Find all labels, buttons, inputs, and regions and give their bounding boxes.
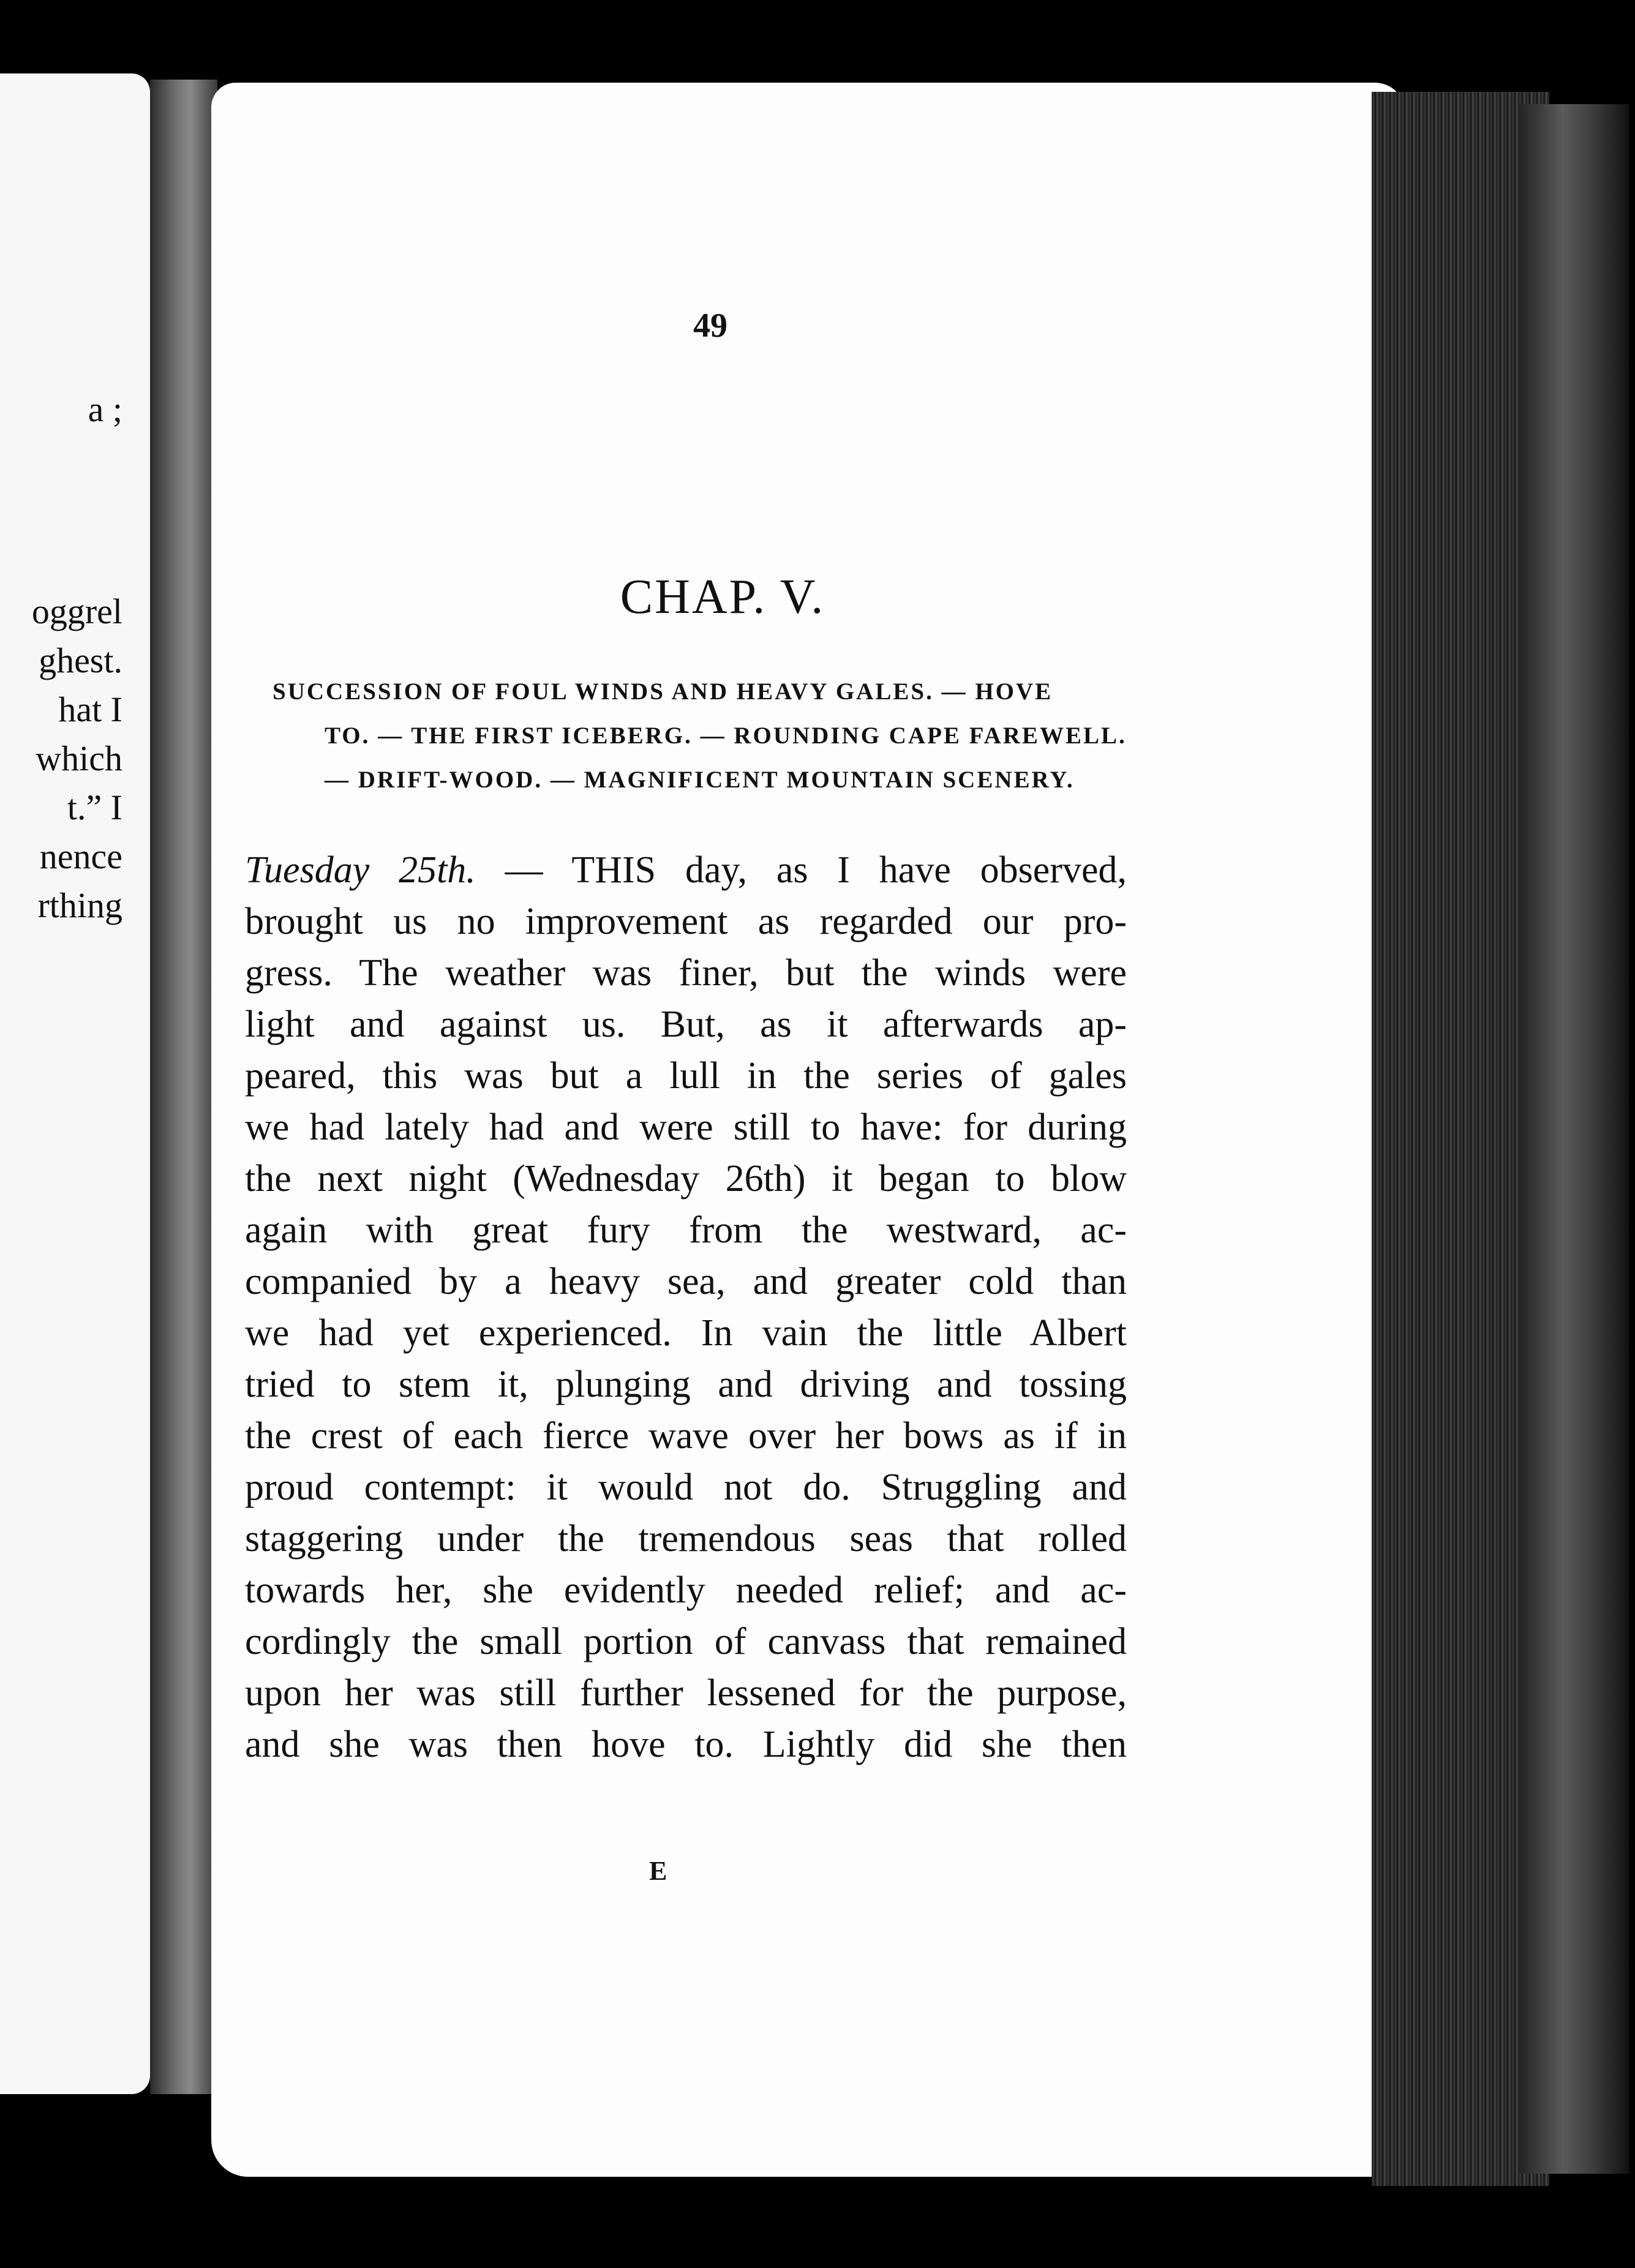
left-fragment: ghest. <box>39 640 122 680</box>
date-heading: Tuesday 25th. <box>245 849 476 891</box>
left-fragment: oggrel <box>31 591 122 631</box>
body-line: cordingly the small portion of canvass that remained <box>245 1621 1127 1662</box>
left-fragment: rthing <box>37 885 122 925</box>
book-cover-edge <box>1519 104 1629 2174</box>
body-line: staggering under the tremendous seas that rolled <box>245 1518 1127 1560</box>
body-line: companied by a heavy sea, and greater cold than <box>245 1261 1127 1302</box>
first-line-text: — THIS day, as I have observed, <box>505 849 1127 891</box>
left-fragment: nence <box>39 836 122 876</box>
body-line: we had yet experienced. In vain the little Albert <box>245 1312 1127 1354</box>
left-fragment: hat I <box>58 689 122 729</box>
synopsis-line: TO. — THE FIRST ICEBERG. — ROUNDING CAPE FAREWELL. <box>325 723 1127 749</box>
body-line: towards her, she evidently needed relief; and ac- <box>245 1569 1127 1611</box>
body-line: upon her was still further lessened for the purpose, <box>245 1672 1127 1714</box>
left-fragment: t.” I <box>67 787 122 827</box>
chapter-title: CHAP. V. <box>620 570 825 624</box>
left-page <box>0 73 150 2094</box>
body-line: again with great fury from the westward, ac- <box>245 1209 1127 1251</box>
body-line: light and against us. But, as it afterwards ap- <box>245 1004 1127 1045</box>
body-line-first <box>245 851 1127 889</box>
synopsis-line: — DRIFT-WOOD. — MAGNIFICENT MOUNTAIN SCENERY. <box>325 767 1075 793</box>
left-fragment: a ; <box>88 389 122 429</box>
body-line: the next night (Wednesday 26th) it began to blow <box>245 1158 1127 1200</box>
synopsis-line: SUCCESSION OF FOUL WINDS AND HEAVY GALES. — HOVE <box>272 678 1053 705</box>
left-fragment: which <box>36 738 122 778</box>
body-line: proud contempt: it would not do. Struggling and <box>245 1466 1127 1508</box>
body-line: gress. The weather was finer, but the winds were <box>245 952 1127 994</box>
body-line: the crest of each fierce wave over her bows as if in <box>245 1415 1127 1457</box>
book-gutter <box>150 80 217 2094</box>
body-line: tried to stem it, plunging and driving and tossing <box>245 1364 1127 1405</box>
body-line: we had lately had and were still to have: for during <box>245 1106 1127 1148</box>
body-line: brought us no improvement as regarded our pro- <box>245 901 1127 942</box>
page-number: 49 <box>693 307 727 345</box>
body-line: and she was then hove to. Lightly did she then <box>245 1724 1127 1765</box>
signature-mark: E <box>649 1856 667 1886</box>
body-line: peared, this was but a lull in the series of gales <box>245 1055 1127 1097</box>
